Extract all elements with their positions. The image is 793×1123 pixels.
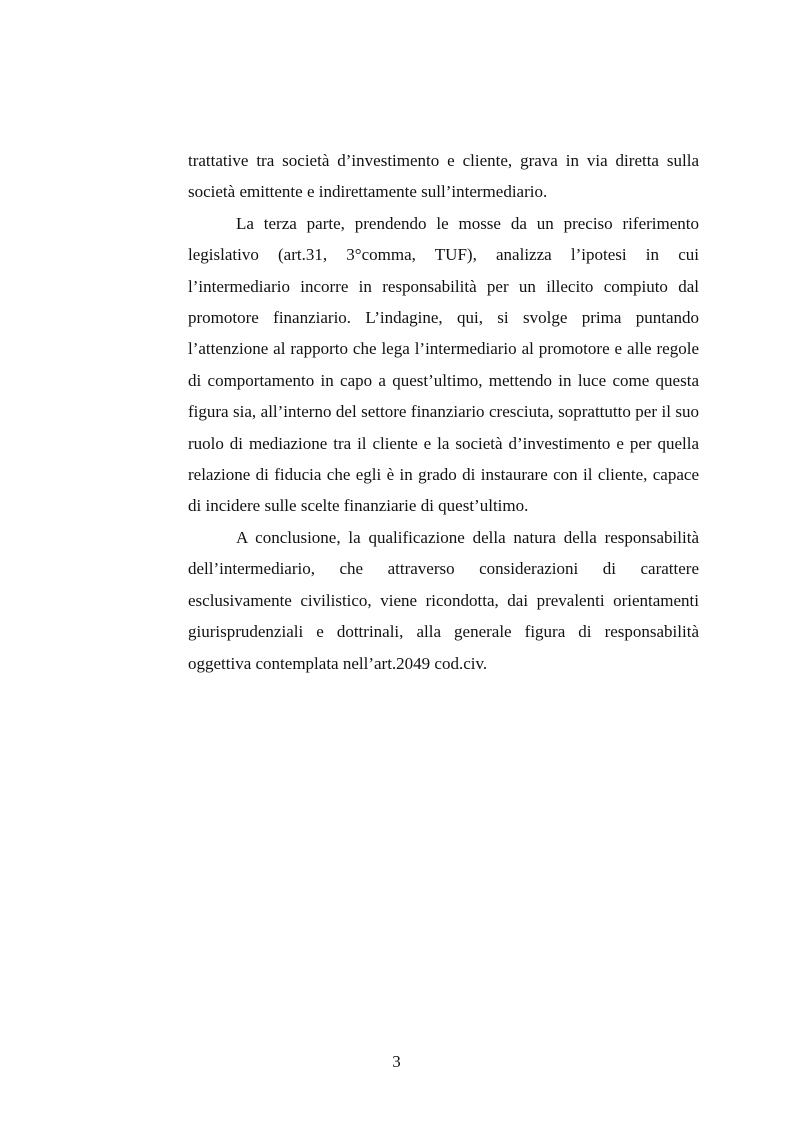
paragraph-third-part: La terza parte, prendendo le mosse da un preciso riferimento legislativo (art.31, 3°comma, TUF), analizza l’ipotesi in cui l’intermediario incorre in responsabilità per un illecito compiuto dal promotore finanziario. L’indagine, qui, si svolge prima puntando l’attenzione al rapporto che lega l’intermediario al promotore e alle regole di comportamento in capo a quest’ultimo, mettendo in luce come questa figura sia, all’interno del settore finanziario cresciuta, soprattutto per il suo ruolo di mediazione tra il cliente e la società d’investimento e per quella relazione di fiducia che egli è in grado di instaurare con il cliente, capace di incidere sulle scelte finanziarie di quest’ultimo. [188,213,699,516]
page-number: 3 [392,1052,401,1071]
paragraph-conclusion: A conclusione, la qualificazione della natura della responsabilità dell’intermediario, che attraverso considerazioni di carattere esclusivamente civilistico, viene ricondotta, dai prevalenti orientamenti giurisprudenziali e dottrinali, alla generale figura di responsabilità oggettiva contemplata nell’art.2049 cod.civ. [188,527,699,673]
paragraph-continuation: trattative tra società d’investimento e cliente, grava in via diretta sulla società emittente e indirettamente sull’intermediario. [188,151,699,202]
body-text [188,145,699,679]
